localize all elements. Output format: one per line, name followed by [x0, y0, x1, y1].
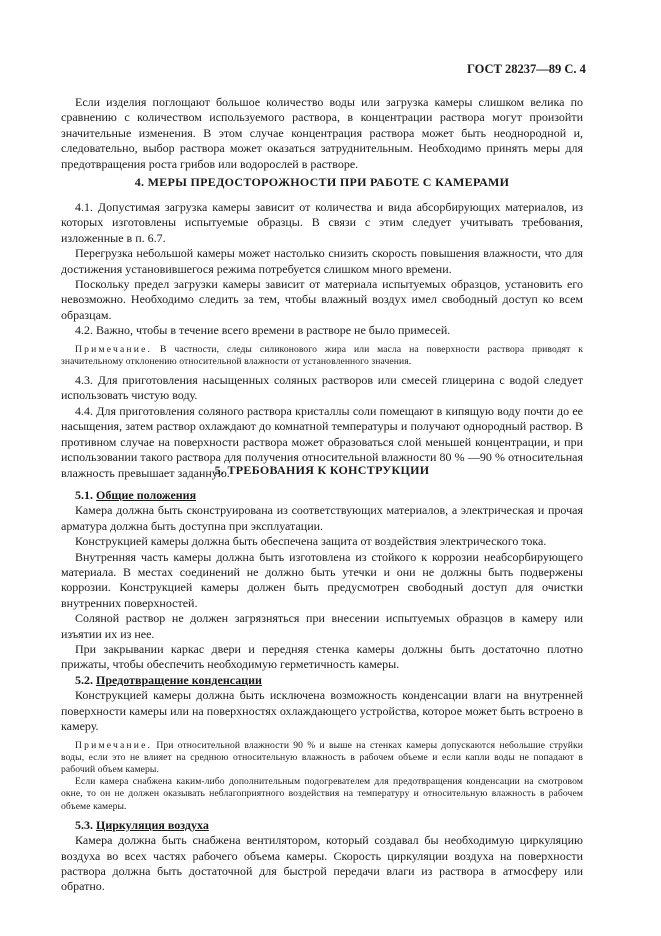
- paragraph-4-3: 4.3. Для приготовления насыщенных соляных растворов или смесей глицерина с водой следует использовать чистую воду.: [61, 373, 583, 403]
- paragraph-4-1-overload: Перегрузка небольшой камеры может настолько снизить скорость повышения влажности, что для достижения установившегося режима потребуется слишком много времени.: [61, 246, 583, 276]
- note-label: Примечание.: [75, 343, 153, 355]
- subsection-5-1-heading: 5.1. Общие положения: [75, 488, 197, 502]
- section-4-body: [61, 200, 583, 481]
- paragraph-5-1-b: Конструкцией камеры должна быть обеспечена защита от воздействия электрического тока.: [75, 534, 547, 549]
- note-text-heater: Если камера снабжена каким-либо дополнительным подогревателем для предотвращения конденсации на смотровом окне, то он не должен оказывать неблагоприятного воздействия на температуру и относительную влажность в рабочем объеме камеры.: [61, 776, 583, 812]
- section-5-title: 5. ТРЕБОВАНИЯ К КОНСТРУКЦИИ: [214, 463, 430, 477]
- section-4-title: 4. МЕРЫ ПРЕДОСТОРОЖНОСТИ ПРИ РАБОТЕ С КАМЕРАМИ: [134, 175, 510, 189]
- subsection-5-3-heading: 5.3. Циркуляция воздуха: [75, 817, 209, 832]
- paragraph-4-1-limit: Поскольку предел загрузки камеры зависит от материала испытуемых образцов, установить его невозможно. Необходимо следить за тем, чтобы влажный воздух имел свободный доступ ко всем образцам.: [61, 277, 583, 322]
- paragraph-5-1-a: Камера должна быть сконструирована из соответствующих материалов, а электрическая и прочая арматура должна быть доступна при эксплуатации.: [61, 503, 583, 533]
- paragraph-5-1-e: При закрывании каркас двери и передняя стенка камеры должны быть достаточно плотно прижаты, чтобы обеспечить необходимую герметичность камеры.: [61, 642, 583, 672]
- subsection-5-2-heading: 5.2. Предотвращение конденсации: [75, 672, 262, 687]
- paragraph-4-2: 4.2. Важно, чтобы в течение всего времени в растворе не было примесей.: [75, 323, 451, 338]
- note-4-2: [61, 344, 583, 368]
- page-header: ГОСТ 28237—89 С. 4: [467, 62, 586, 76]
- note-text: При относительной влажности 90 % и выше на стенках камеры допускаются небольшие струйки воды, если это не влияет на среднюю относительную влажность в рабочем объеме и если капли воды не попадают в рабочий объем камеры.: [61, 739, 583, 775]
- note-text: В частности, следы силиконового жира или масла на поверхности раствора приводят к значительному отклонению относительной влажности от установленного значения.: [61, 343, 584, 367]
- note-5-2: [61, 740, 583, 813]
- paragraph-5-1-c: Внутренняя часть камеры должна быть изготовлена из стойкого к коррозии неабсорбирующего материала. В местах соединений не должно быть утечки и они не должны быть подвержены коррозии. Конструкцией камеры должен быть предусмотрен свободный доступ для очистки внутренних поверхностей.: [61, 549, 583, 610]
- paragraph-5-3: Камера должна быть снабжена вентилятором, который создавал бы необходимую циркуляцию воздуха во всех частях рабочего объема камеры. Скорость циркуляции воздуха на поверхности раствора должна быть достаточной для быстрой передачи влаги из раствора в атмосферу или обратно.: [61, 833, 583, 894]
- paragraph-5-2: Конструкцией камеры должна быть исключена возможность конденсации влаги на внутренней поверхности камеры или на поверхностях охлаждающего устройства, которое может быть встроено в камеру.: [61, 688, 583, 734]
- intro-paragraph: Если изделия поглощают большое количество воды или загрузка камеры слишком велика по сравнению с количеством используемого раствора, в концентрации раствора могут произойти значительные изменения. В этом случае концентрация раствора может быть неоднородной и, следовательно, выбор раствора может оказаться затруднительным. Необходимо принять меры для предотвращения роста грибов или водорослей в растворе.: [61, 95, 583, 171]
- paragraph-5-1-d: Соляной раствор не должен загрязняться при внесении испытуемых образцов в камеру или изъятии их из нее.: [61, 611, 583, 641]
- paragraph-4-4: 4.4. Для приготовления соляного раствора кристаллы соли помещают в кипящую воду почти до ее насыщения, затем раствор охлаждают до комнатной температуры и получают однородный раствор. В противном случае на поверхности раствора может образоваться слой меньшей концентрации, и при использовании такого раствора для получения относительной влажности 80 % —90 % относительная влажность превышает заданную.: [61, 403, 583, 480]
- paragraph-4-1: 4.1. Допустимая загрузка камеры зависит от количества и вида абсорбирующих материалов, из которых изготовлены испытуемые образцы. В связи с этим следует учитывать требования, изложенные в п. 6.7.: [61, 200, 583, 245]
- note-label: Примечание.: [75, 739, 153, 751]
- section-5-body: [61, 488, 583, 895]
